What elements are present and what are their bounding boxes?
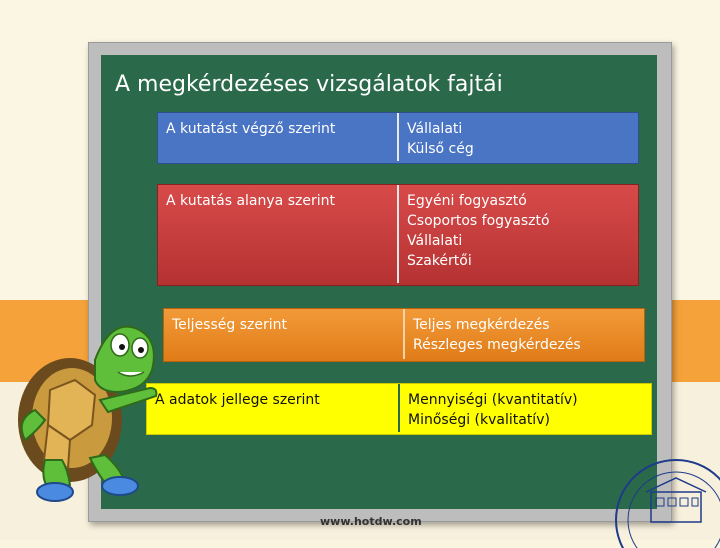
value-item: Külső cég [407, 141, 474, 157]
value-item: Részleges megkérdezés [413, 337, 581, 353]
slide-title: A megkérdezéses vizsgálatok fajtái [115, 72, 503, 97]
row-values [403, 309, 642, 359]
turtle-mascot-icon [0, 300, 200, 510]
row-values [397, 113, 636, 161]
value-item: Egyéni fogyasztó [407, 193, 527, 209]
row-category: A kutatást végző szerint [166, 121, 336, 137]
footer-url: www.hotdw.com [320, 515, 422, 528]
row-category: Teljesség szerint [172, 317, 287, 333]
row-values [397, 185, 636, 283]
value-item: Minőségi (kvalitatív) [408, 412, 550, 428]
row-values [398, 384, 649, 432]
table-row [163, 308, 645, 362]
table-row [157, 112, 639, 164]
value-item: Csoportos fogyasztó [407, 213, 550, 229]
value-item: Szakértői [407, 253, 472, 269]
value-item: Mennyiségi (kvantitatív) [408, 392, 578, 408]
value-item: Teljes megkérdezés [413, 317, 550, 333]
table-row [146, 383, 652, 435]
row-category: A adatok jellege szerint [155, 392, 320, 408]
university-seal-icon [606, 452, 720, 548]
value-item: Vállalati [407, 233, 463, 249]
table-row [157, 184, 639, 286]
row-category: A kutatás alanya szerint [166, 193, 335, 209]
value-item: Vállalati [407, 121, 463, 137]
